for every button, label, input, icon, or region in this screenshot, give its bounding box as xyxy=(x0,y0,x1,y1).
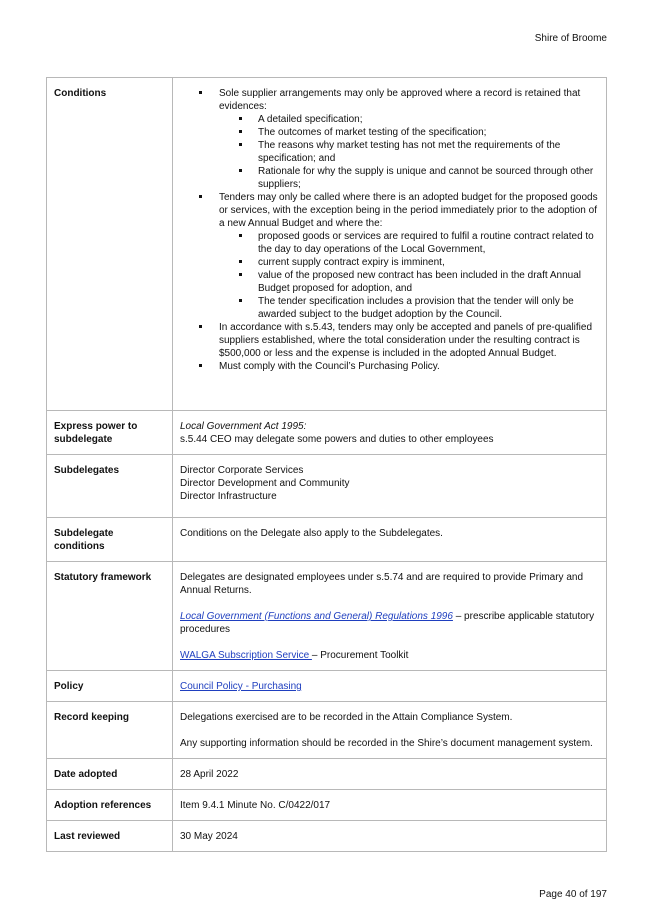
record-keeping-line: Delegations exercised are to be recorded in the Attain Compliance System. xyxy=(180,712,513,723)
page-number: Page 40 of 197 xyxy=(539,889,607,900)
list-item-text: Must comply with the Council’s Purchasing Policy. xyxy=(219,361,440,372)
list-item xyxy=(219,191,599,321)
row-label: Statutory framework xyxy=(47,562,173,671)
delegation-table xyxy=(46,77,607,852)
row-label: Policy xyxy=(47,671,173,702)
express-power-text: s.5.44 CEO may delegate some powers and duties to other employees xyxy=(180,434,494,445)
table-row-last-reviewed xyxy=(47,821,607,852)
sub-list-item: proposed goods or services are required to fulfil a routine contract related to the day to day operations of the Local Government, xyxy=(258,230,599,256)
sub-list-item: value of the proposed new contract has been included in the draft Annual Budget proposed for adoption, and xyxy=(258,269,599,295)
page-header-organisation: Shire of Broome xyxy=(534,33,607,44)
sub-list-item: A detailed specification; xyxy=(258,113,599,126)
regulations-link[interactable]: Local Government (Functions and General) Regulations 1996 xyxy=(180,611,453,622)
row-label: Subdelegate conditions xyxy=(47,518,173,562)
sub-list-item: The tender specification includes a provision that the tender will only be awarded subject to the budget adoption by the Council. xyxy=(258,295,599,321)
record-keeping-line: Any supporting information should be recorded in the Shire’s document management system. xyxy=(180,738,593,749)
table-row-date-adopted xyxy=(47,759,607,790)
act-name: Local Government Act 1995: xyxy=(180,421,307,432)
row-label: Last reviewed xyxy=(47,821,173,852)
sub-list-item: The reasons why market testing has not met the requirements of the specification; and xyxy=(258,139,599,165)
table-row-adoption-references xyxy=(47,790,607,821)
table-row-record-keeping xyxy=(47,702,607,759)
table-row-subdelegate-conditions xyxy=(47,518,607,562)
statutory-text: Delegates are designated employees under s.5.74 and are required to provide Primary and Annual Returns. xyxy=(180,572,584,596)
list-item xyxy=(219,360,599,373)
statutory-regulations xyxy=(180,610,599,636)
table-row-subdelegates xyxy=(47,455,607,518)
list-item xyxy=(219,87,599,191)
record-keeping-content xyxy=(173,702,607,759)
table-row-statutory-framework xyxy=(47,562,607,671)
sub-list xyxy=(219,230,599,321)
conditions-list xyxy=(180,87,599,373)
row-label: Record keeping xyxy=(47,702,173,759)
sub-list-item: Rationale for why the supply is unique and cannot be sourced through other suppliers; xyxy=(258,165,599,191)
policy-content xyxy=(173,671,607,702)
sub-list xyxy=(219,113,599,191)
walga-suffix: – Procurement Toolkit xyxy=(311,650,409,661)
list-item xyxy=(219,321,599,360)
statutory-content xyxy=(173,562,607,671)
subdelegate-conditions-text: Conditions on the Delegate also apply to the Subdelegates. xyxy=(173,518,607,562)
regulations-suffix: – prescribe applicable statutory procedures xyxy=(180,611,595,635)
table-row-conditions xyxy=(47,78,607,411)
subdelegate-item: Director Corporate Services xyxy=(180,465,304,476)
table-row-express-power xyxy=(47,411,607,455)
row-label: Express power to subdelegate xyxy=(47,411,173,455)
date-adopted-value: 28 April 2022 xyxy=(173,759,607,790)
list-item-text: Sole supplier arrangements may only be approved where a record is retained that evidences: xyxy=(219,88,581,112)
last-reviewed-value: 30 May 2024 xyxy=(173,821,607,852)
walga-link[interactable]: WALGA Subscription Service xyxy=(180,650,312,661)
subdelegate-item: Director Development and Community xyxy=(180,478,350,489)
statutory-walga xyxy=(180,649,599,662)
purchasing-policy-link[interactable]: Council Policy - Purchasing xyxy=(180,681,302,692)
row-label: Date adopted xyxy=(47,759,173,790)
subdelegates-content xyxy=(173,455,607,518)
adoption-references-value: Item 9.4.1 Minute No. C/0422/017 xyxy=(173,790,607,821)
row-label: Adoption references xyxy=(47,790,173,821)
subdelegate-item: Director Infrastructure xyxy=(180,491,277,502)
sub-list-item: current supply contract expiry is imminent, xyxy=(258,256,599,269)
sub-list-item: The outcomes of market testing of the specification; xyxy=(258,126,599,139)
row-label: Conditions xyxy=(47,78,173,411)
table-row-policy xyxy=(47,671,607,702)
conditions-content xyxy=(173,78,607,411)
row-label: Subdelegates xyxy=(47,455,173,518)
express-power-content xyxy=(173,411,607,455)
list-item-text: Tenders may only be called where there is an adopted budget for the proposed goods or services, with the exception being in the period immediately prior to the adoption of a new Annual Budget and where the: xyxy=(219,192,598,229)
list-item-text: In accordance with s.5.43, tenders may only be accepted and panels of pre-qualified suppliers established, where the total consideration under the resulting contract is $500,000 or less and the expense is included in the adopted Annual Budget. xyxy=(219,322,593,359)
